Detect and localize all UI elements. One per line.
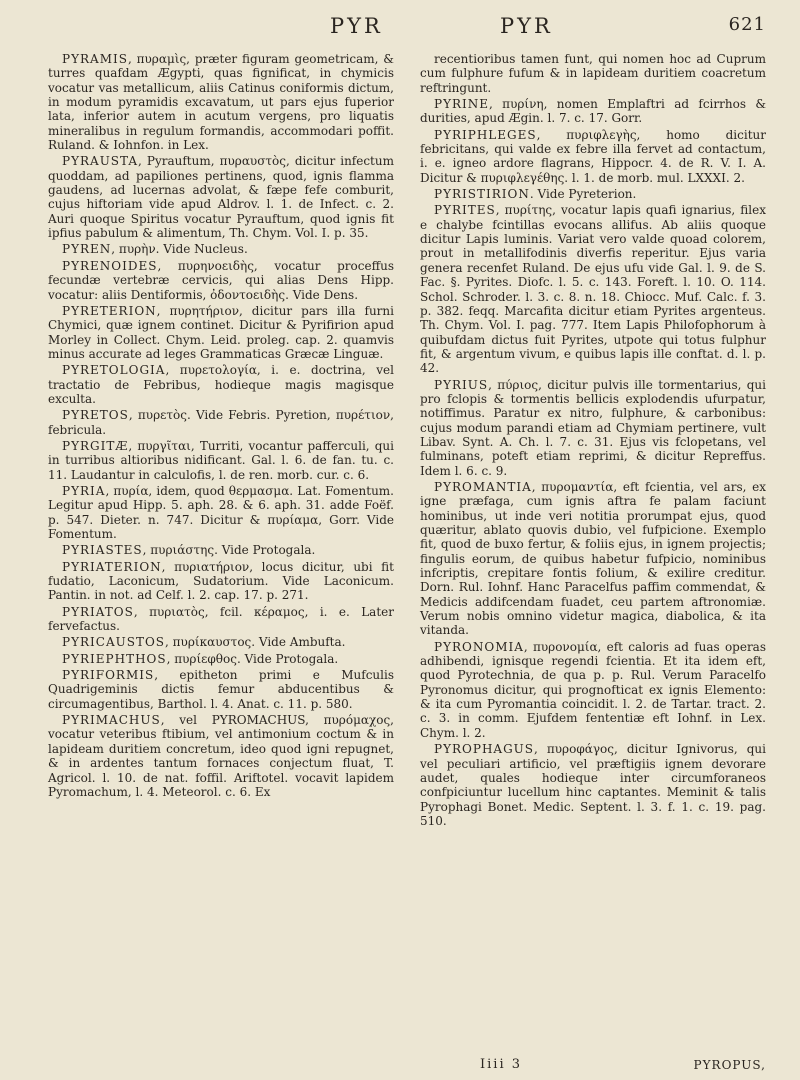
entry-text: , πυριφλεγὴς, homo dicitur febricitans, qui valde ex febre illa fervet ad contactum, i. e. igneo ardore flagrans, Hippocr. 4. de R. V. I. A. Dicitur & πυριφλεγέθης. l. 1. de morb. mul. LXXXI. 2. [420, 127, 766, 185]
dictionary-entry [48, 52, 394, 152]
entry-text: . Vide Pyreterion. [529, 187, 637, 202]
entry-headword: PYROMANTIA [434, 479, 532, 494]
entry-text: , πυρίκαυστος. Vide Ambufta. [165, 635, 346, 650]
entry-text: , πυριατὸς, fcil. κέραμος, i. e. Later fervefactus. [48, 604, 394, 634]
dictionary-entry [420, 97, 766, 126]
dictionary-entry [48, 242, 394, 256]
dictionary-entry [420, 640, 766, 740]
entry-text: , πύριος, dicitur pulvis ille tormentarius, qui pro fclopis & tormentis bellicis explodendis ufurpatur, notiffimus. Paratur ex nitro, fulphure, & carbonibus: cujus modum parandi etiam ad Chymiam pertinere, vult Libav. Synt. A. Ch. l. 7. c. 31. Ejus vis fclopetans, vel fulminans, poteft etiam reprimi, & dicitur Repreffus. Idem l. 6. c. 9. [420, 377, 766, 478]
entry-text: , πυρομαντία, eft fcientia, vel ars, ex igne præfaga, cum ignis aftra fe palam faciunt hominibus, ut inde veri notitia prorumpat ejus, quod quæritur, ablato quovis dubio, vel fufpicione. Exemplo fit, quod de buxo fertur, & foliis ejus, in ignem projectis; fingulis eorum, de quibus habetur fufpicio, nominibus infcriptis, crepitare fontis folium, & exilire creditur. Dorn. Rul. Iohnf. Hanc Paracelfus paffim commendat, & Medicis addifcendam fuadet, ceu partem aftronomiæ. Verum nobis omnino videtur magica, diabolica, & ita vitanda. [420, 479, 766, 638]
entry-headword: PYRIFORMIS [62, 668, 155, 683]
dictionary-entry [48, 560, 394, 603]
entry-text: , Pyrauftum, πυραυστὸς, dicitur infectum quoddam, ad papiliones pertinens, quod, ignis flamma gaudens, ad lucernas advolat, & fæpe fefe comburit, cujus hiftoriam vide apud Aldrov. l. 1. de Infect. c. 2. Auri quoque Spiritus vocatur Pyrauftum, quod ignis fit ipfius pabulum & alimentum, Th. Chym. Vol. I. p. 35. [48, 154, 394, 241]
page-number: 621 [728, 14, 766, 35]
entry-headword: PYRIA [62, 483, 106, 498]
running-head-right: PYR [500, 14, 553, 38]
dictionary-entry [420, 742, 766, 828]
entry-headword: PYRICAUSTOS [62, 635, 166, 650]
entry-text: , πυρητήριον, dicitur pars illa furni Chymici, quæ ignem continet. Dicitur & Pyrifirion apud Morley in Collect. Chym. Leid. proleg. cap. 2. quamvis minus accurate ad leges Grammaticas Græcæ Linguæ. [48, 303, 394, 361]
entry-text: , πυργῖται, Turriti, vocantur pafferculi, qui in turribus altioribus nidificant. Gal. l. 6. de fan. tu. c. 11. Laudantur in calculofis, l. de ren. morb. cur. c. 6. [48, 438, 394, 482]
entry-text: , πυρονομία, eft caloris ad fuas operas adhibendi, ignisque regendi fcientia. Et ita idem eft, quod Pyrotechnia, de qua p. p. Rul. Verum Paracelfo Pyronomus dicitur, qui prognofticat ex ignis Elemento: & ita cum Pyromantia coincidit. l. 2. de Tartar. tract. 2. c. 3. in comm. Ejufdem fententiæ eft Iohnf. in Lex. Chym. l. 2. [420, 639, 766, 740]
left-column [48, 52, 394, 830]
entry-headword: PYRENOIDES [62, 258, 158, 273]
dictionary-entry [48, 259, 394, 302]
entry-headword: PYRETOLOGIA [62, 363, 166, 378]
entry-text: , πυρίτης, vocatur lapis quafi ignarius, filex e chalybe fcintillas evocans allifus. Ab aliis quoque dicitur Lapis luminis. Variat vero valde quoad colorem, prout in metallifodinis diverfis reperitur. Ejus varia genera recenfet Ruland. De ejus ufu vide Gal. l. 9. de S. Fac. §. Pyrites. Diofc. l. 5. c. 143. Foreft. l. 10. O. 114. Schol. Schroder. l. 3. c. 8. n. 18. Chiocc. Muf. Calc. f. 3. p. 382. feqq. Marcafita dicitur etiam Pyrites argenteus. Th. Chym. Vol. I. pag. 777. Item Lapis Philofophorum à quibufdam dictus fuit Pyrites, utpote qui totus fulphur fit, & argentum vivum, e quibus lapis ille conftat. d. l. p. 42. [420, 203, 766, 376]
entry-headword: PYRIATERION [62, 559, 162, 574]
dictionary-entry [48, 304, 394, 361]
entry-headword: PYRGITÆ [62, 438, 129, 453]
entry-headword: PYRONOMIA [434, 639, 524, 654]
dictionary-entry [420, 52, 766, 95]
dictionary-entry [48, 484, 394, 541]
text-columns [48, 52, 766, 830]
dictionary-entry [48, 668, 394, 711]
dictionary-entry [48, 154, 394, 240]
entry-text: , πυρίνη, nomen Emplaftri ad fcirrhos & durities, apud Ægin. l. 7. c. 17. Gorr. [420, 97, 766, 126]
entry-headword: PYRAUSTA [62, 154, 139, 169]
entry-headword: PYRIASTES [62, 543, 143, 558]
dictionary-entry [420, 480, 766, 638]
entry-headword: PYRISTIRION [434, 187, 530, 202]
entry-headword: PYRIPHLEGES [434, 127, 537, 142]
entry-text: , epitheton primi e Mufculis Quadrigeminis dictis femur abducentibus & circumagentibus, Barthol. l. 4. Anat. c. 11. p. 580. [48, 668, 394, 711]
dictionary-entry [420, 187, 766, 201]
dictionary-entry [48, 635, 394, 649]
entry-headword: PYROPHAGUS [434, 742, 534, 757]
dictionary-entry [48, 713, 394, 799]
entry-text: , πυρετὸς. Vide Febris. Pyretion, πυρέτιον, febricula. [48, 408, 394, 437]
entry-text: , πυριάστης. Vide Protogala. [142, 543, 316, 558]
entry-text: recentioribus tamen funt, qui nomen hoc ad Cuprum cum fulphure fufum & in lapideam duritiem coacretum reftringunt. [420, 52, 766, 95]
running-head-left: PYR [330, 14, 383, 38]
entry-headword: PYRETOS [62, 408, 129, 423]
dictionary-entry [48, 605, 394, 634]
entry-headword: PYRINE [434, 97, 490, 112]
entry-text: , πυρετολογία, i. e. doctrina, vel tractatio de Febribus, hodieque magis magisque exculta. [48, 363, 394, 406]
dictionary-entry [48, 363, 394, 406]
entry-text: , πυρηνοειδὴς, vocatur proceffus fecundæ vertebræ cervicis, qui alias Dens Hipp. vocatur: aliis Dentiformis, ὀδοντοειδὴς. Vide Dens. [48, 258, 394, 302]
entry-text: , πυροφάγος, dicitur Ignivorus, qui vel peculiari artificio, vel præftigiis ignem devorare audet, quales hodieque inter circumforaneos confpiciuntur lucellum hinc captantes. Meminit & talis Pyrophagi Bonet. Medic. Septent. l. 3. f. 1. c. 19. pag. 510. [420, 742, 766, 828]
entry-headword: PYRIEPHTHOS [62, 651, 167, 666]
entry-text: , vel PYROMACHUS, πυρόμαχος, vocatur veteribus ftibium, vel antimonium coctum & in lapideam duritiem concretum, ideo quod igni repugnet, & in ardentes tantum fornaces conjectum fluat, T. Agricol. l. 10. de nat. foffil. Ariftotel. vocavit lapidem Pyromachum, l. 4. Meteorol. c. 6. Ex [48, 713, 394, 799]
signature-mark: Iiii 3 [480, 1057, 523, 1072]
entry-headword: PYRETERION [62, 303, 157, 318]
dictionary-entry [420, 203, 766, 375]
dictionary-entry [48, 543, 394, 557]
entry-headword: PYRITES [434, 203, 496, 218]
entry-headword: PYRIMACHUS [62, 713, 161, 728]
entry-headword: PYRIATOS [62, 604, 134, 619]
entry-text: , πυρία, idem, quod θερμασμα. Lat. Fomentum. Legitur apud Hipp. 5. aph. 28. & 6. aph. 31. adde Foëf. p. 547. Dieter. n. 747. Dicitur & πυρίαμα, Gorr. Vide Fomentum. [48, 483, 394, 541]
entry-text: , πυριατήριον, locus dicitur, ubi fit fudatio, Laconicum, Sudatorium. Vide Laconicum. Pantin. in not. ad Celf. l. 2. cap. 17. p. 271. [48, 559, 394, 603]
dictionary-entry [420, 128, 766, 185]
dictionary-entry [420, 378, 766, 478]
entry-text: , πυρὴν. Vide Nucleus. [111, 242, 248, 257]
right-column [420, 52, 766, 830]
dictionary-entry [48, 408, 394, 437]
entry-headword: PYREN [62, 242, 112, 257]
entry-text: , πυραμὶς, præter figuram geometricam, & turres quafdam Ægypti, quas fignificat, in chymicis vocatur vas metallicum, aliis Catinus coniformis dictum, in modum pyramidis excavatum, ut pars ejus fuperior lata, inferior autem in acutum vergens, pro liquatis mineralibus in regulum formandis, accommodari poffit. Ruland. & Iohnfon. in Lex. [48, 52, 394, 153]
entry-headword: PYRIUS [434, 377, 489, 392]
dictionary-entry [48, 439, 394, 482]
dictionary-entry [48, 652, 394, 666]
catchword: PYROPUS, [693, 1058, 766, 1072]
entry-headword: PYRAMIS [62, 52, 128, 66]
entry-text: , πυρίεφθος. Vide Protogala. [166, 651, 339, 666]
